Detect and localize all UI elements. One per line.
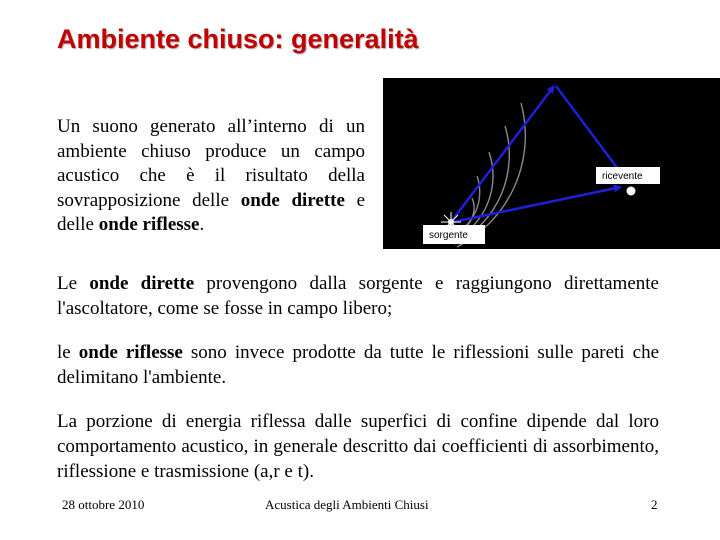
page-number: 2 (651, 497, 658, 512)
intro-bold-reflected-waves: onde riflesse (98, 214, 200, 235)
intro-text-1: Un suono generato all’interno di un ambiente chiuso produce un campo acustico che è il risultato della sovrapposizione delle (57, 116, 365, 211)
acoustic-diagram (383, 78, 720, 249)
intro-text-3: . (199, 214, 205, 235)
receiver-label: ricevente (602, 171, 643, 182)
acoustic-diagram-svg (383, 78, 720, 249)
p2-text-1: le (57, 342, 79, 363)
p3-text-1: La porzione di energia riflessa dalle superfici di confine dipende dal loro comportamento acustico, in generale descritto dai coefficienti di assorbimento, riflessione e trasmissione (a,r e t). (57, 411, 659, 482)
p2-bold: onde riflesse (78, 342, 183, 363)
paragraph-energy (57, 409, 659, 484)
paragraph-direct-waves (57, 271, 659, 321)
intro-text-2: e delle (57, 189, 365, 235)
footer-title: Acustica degli Ambienti Chiusi (265, 497, 429, 512)
footer-date: 28 ottobre 2010 (62, 497, 145, 512)
p1-text-2: provengono dalla sorgente e raggiungono direttamente l'ascoltatore, come se fosse in campo libero; (57, 273, 659, 319)
intro-bold-direct-waves: onde dirette (240, 189, 345, 211)
intro-paragraph (57, 115, 365, 238)
paragraph-reflected-waves (57, 340, 659, 390)
reflected-ray-up (451, 86, 554, 222)
p1-bold: onde dirette (89, 273, 195, 294)
reflected-ray-down (556, 86, 624, 177)
p2-text-2: sono invece prodotte da tutte le riflessioni sulle pareti che delimitano l'ambiente. (57, 342, 659, 388)
source-label: sorgente (429, 230, 468, 241)
p1-text-1: Le (57, 273, 90, 294)
slide-title: Ambiente chiuso: generalità (57, 24, 419, 54)
receiver-circle-icon (626, 186, 636, 196)
